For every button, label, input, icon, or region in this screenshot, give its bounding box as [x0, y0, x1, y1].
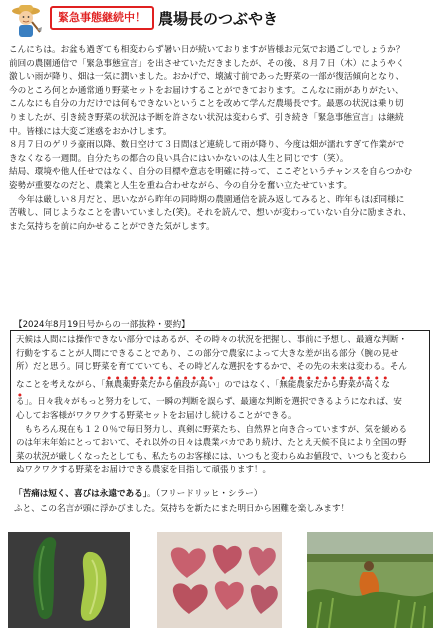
quote-text: 」。日々我々がもっと努力をして、一瞬の判断を誤らず、最適な判断を選択できるようになれば、安 [24, 397, 402, 408]
quote-line: もちろん現在も１２０％で毎日努力し、真剣に野菜たち、自然界と向き合っていますが、気を緩める [16, 424, 408, 435]
header [0, 0, 441, 40]
field-photo [307, 532, 433, 628]
emphasized-phrase: 無能農家だから野菜が高くな [279, 379, 390, 390]
sweet-potato-photo [157, 532, 282, 628]
article-line: 苦戦し、同じようなことを書いていました(笑)。それを読んで、想いが変わっていない自分に励まされ、 [9, 208, 412, 219]
article-line: こんにちは。お盆も過ぎても相変わらず暑い日が続いておりますが皆様お元気でお過ごしでしょうか？ [9, 45, 405, 55]
quote-line: 所）だと思う。同じ野菜を育てていても、その時どんな選択をするかで、その先の未来は変わる。そん [16, 362, 407, 373]
article-line: りましたが、引き続き野菜の状況は予断を許さない状況は変わらず、引き続き「緊急事態宣言」は継続 [9, 112, 404, 123]
quote-line [16, 392, 424, 410]
quote-line: ぬワクワクする野菜をお届けできる農家を目指して頑張ります！。 [16, 465, 272, 476]
quote-author: 。（フリードリッヒ・シラー） [147, 489, 263, 499]
article-line: 今のところ何とか通常通り野菜セットをお届けすることができております。こんなに雨がありがたい、 [9, 85, 404, 96]
quote-box [10, 330, 430, 476]
closing-line: ふと、この名言が頭に浮かびました。気持ちを新たにまた明日から困難を楽しみます！ [14, 504, 350, 514]
quote-line: 天候は人間には操作できない部分ではあるが、その時々の状況を把握し、事前に予想し、最適な判断・ [16, 335, 408, 345]
emphasized-phrase: る [16, 397, 25, 408]
article-line: こんなにも自分の力だけでは何もできないということを改めて学んだ農場長です。最悪の状況は乗り切 [9, 99, 404, 110]
closing-quote [14, 487, 262, 499]
article-line: また気持ちを前に向かせることができた気がします。 [9, 221, 215, 232]
quote-line: 菜の状況が厳しくなったとしても、私たちのお客様には、いつもと変わらぬお値段で、いつもと変わら [16, 451, 407, 462]
farmer-illustration-icon [8, 2, 44, 38]
article-line: 激しい雨が降り、畑は一気に潤いました。おかげで、壊滅寸前であった野菜の一部が復活傾向となり、 [9, 72, 405, 83]
emphasized-phrase: 無農薬野菜だから値段が高い [105, 379, 216, 390]
quote-line: のは年末年始にとっておいて、それ以外の日々は農業バカであり続け、たとえ天候不良により全国の野 [16, 438, 407, 449]
article-line: 中。皆様には大変ご迷惑をおかけします。 [9, 126, 172, 137]
cucumber-photo [8, 532, 130, 628]
article-line: きなくなる一週間。自分たちの都合の良い具合にはいかないのは人生と同じです（笑）。 [9, 153, 349, 164]
main-article [9, 44, 433, 234]
status-badge: 緊急事態継続中！ [50, 6, 154, 30]
quote-text: なことを考えながら、「 [16, 379, 106, 390]
famous-quote: 「苦痛は短く、喜びは永遠である」 [14, 489, 148, 499]
page-title: 農場長のつぶやき [158, 10, 279, 28]
quote-heading: 【2024年8月19日号からの一部抜粋・要約】 [14, 320, 190, 330]
article-line: 姿勢が重要なのだと、農業と人生を重ね合わせながら、今の自分を奮い立たせています。 [9, 180, 353, 191]
quote-line: 心してお客様がワクワクする野菜セットをお届けし続けることができる。 [16, 410, 297, 421]
article-line: 結局、環境や他人任せではなく、自分の目標や意志を明確に持って、ここぞというチャンスを自らつかむ [9, 167, 412, 178]
article-line: 今年は厳しい８月だと、思いながら昨年の同時期の農園通信を読み返してみると、昨年もほぼ同様に [9, 194, 405, 205]
quote-line [16, 375, 424, 393]
article-line: 前回の農園通信で「緊急事態宣言」を出させていただきましたが、その後、８月７日（木）にようやく [9, 58, 405, 69]
article-line: ８月７日のゲリラ豪雨以降、数日空けて３日間ほど連続して雨が降り、今度は畑が濡れすぎて作業がで [9, 140, 405, 151]
quote-text: 」のではなく、「 [215, 379, 280, 390]
quote-line: 行動をすることが人間にできることであり、この部分で農家によって大きな差が出る部分（腕の見せ [16, 348, 399, 359]
